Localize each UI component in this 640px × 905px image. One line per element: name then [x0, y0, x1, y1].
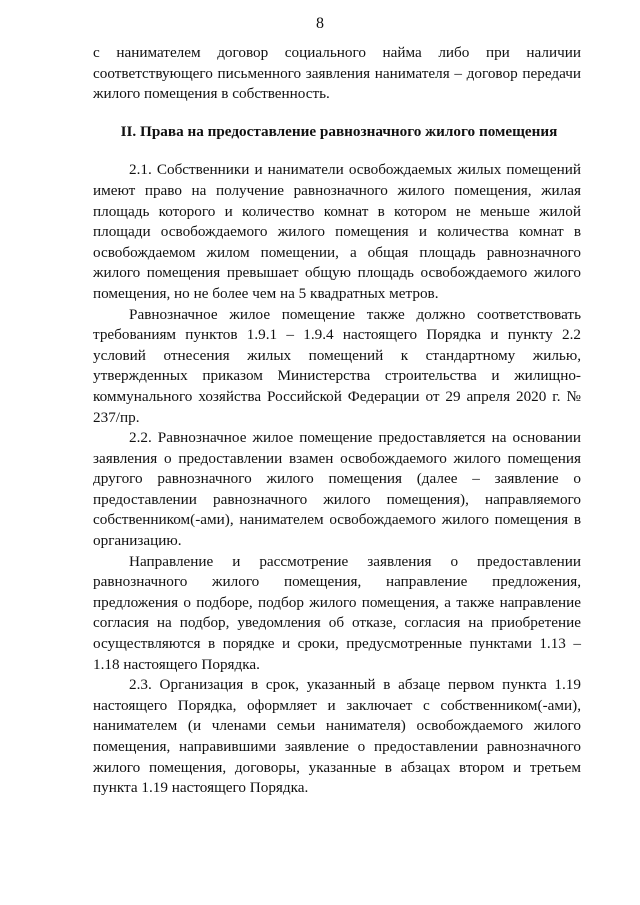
paragraph-continuation: с нанимателем договор социального найма либо при наличии соответствующего письменного заявления нанимателя – договор передачи жилого помещения в собственность.: [93, 44, 581, 103]
document-body: [93, 43, 581, 799]
paragraph-2-1: 2.1. Собственники и наниматели освобождаемых жилых помещений имеют право на получение равнозначного жилого помещения, жилая площадь которого и количество комнат в котором не меньше жилой площади освобождаемого жилого помещения и количества комнат в освобождаемом жилом помещении, а общая площадь равнозначного жилого помещения превышает общую площадь освобождаемого жилого помещения, но не более чем на 5 квадратных метров.: [93, 161, 581, 302]
page-number: 8: [316, 15, 324, 32]
paragraph-2-2-procedure: Направление и рассмотрение заявления о предоставлении равнозначного жилого помещения, направление предложения, предложения о подборе, подбор жилого помещения, а также направление согласия на подбор, уведомления об отказе, согласия на приобретение осуществляются в порядке и сроки, предусмотренные пунктами 1.13 – 1.18 настоящего Порядка.: [93, 552, 581, 673]
paragraph-2-3: 2.3. Организация в срок, указанный в абзаце первом пункта 1.19 настоящего Порядка, оформляет и заключает с собственником(-ами), нанимателем (и членами семьи нанимателя) освобождаемого жилого помещения, направившими заявление о предоставлении равнозначного жилого помещения, договоры, указанные в абзацах втором и третьем пункта 1.19 настоящего Порядка.: [93, 676, 581, 797]
paragraph-2-2: 2.2. Равнозначное жилое помещение предоставляется на основании заявления о предоставлении взамен освобождаемого жилого помещения другого равнозначного жилого помещения (далее – заявление о предоставлении равнозначного жилого помещения), направляемого собственником(-ами), нанимателем освобождаемого жилого помещения в организацию.: [93, 429, 581, 550]
paragraph-2-1-requirements: Равнозначное жилое помещение также должно соответствовать требованиям пунктов 1.9.1 – 1.9.4 настоящего Порядка и пункту 2.2 условий отнесения жилых помещений к стандартному жилью, утвержденных приказом Министерства строительства и жилищно-коммунального хозяйства Российской Федерации от 29 апреля 2020 г. № 237/пр.: [93, 305, 581, 426]
section-heading: II. Права на предоставление равнозначного жилого помещения: [120, 122, 558, 140]
